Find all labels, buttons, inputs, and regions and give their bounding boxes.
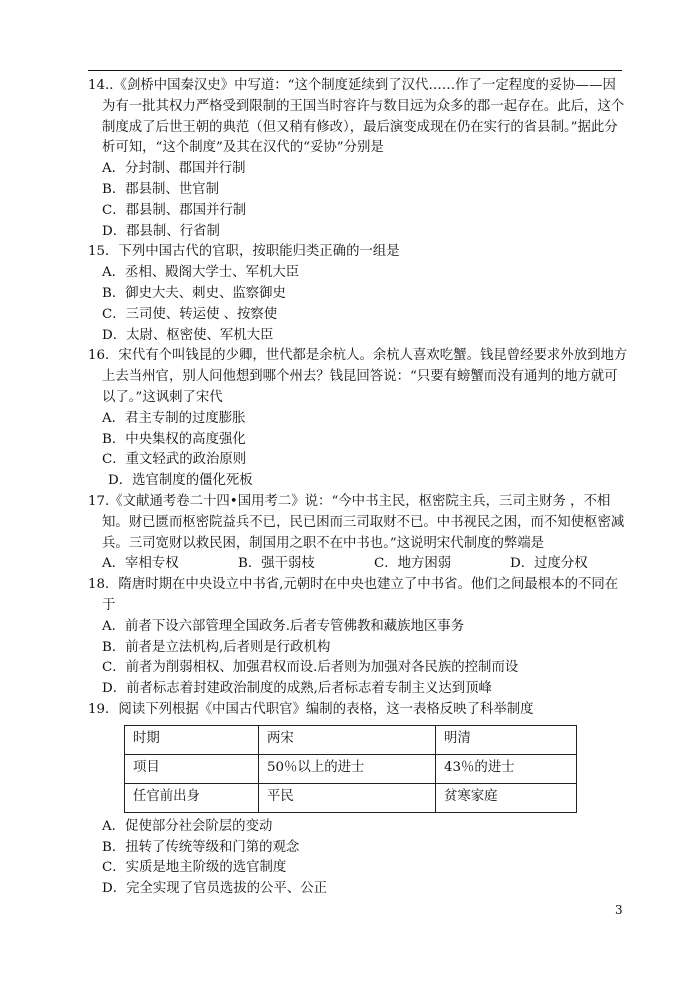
question-stem: 15．下列中国古代的官职，按职能归类正确的一组是 xyxy=(88,244,400,260)
exam-table xyxy=(124,725,577,813)
question-17 xyxy=(88,492,628,575)
option-d: D．过度分权 xyxy=(510,556,588,572)
table-cell: 50％以上的进士 xyxy=(259,754,436,783)
option-d: D．前者标志着封建政治制度的成熟,后者标志着专制主义达到顶峰 xyxy=(102,681,492,697)
table-cell: 贫寒家庭 xyxy=(436,783,577,812)
option-a: A．促使部分社会阶层的变动 xyxy=(102,818,273,834)
option-a: A．宰相专权 xyxy=(102,556,179,572)
option-b: B．中央集权的高度强化 xyxy=(102,431,246,447)
question-16 xyxy=(88,346,628,492)
exam-content xyxy=(88,76,628,900)
option-c: C．郡县制、郡国并行制 xyxy=(102,202,247,218)
table-cell: 43％的进士 xyxy=(436,754,577,783)
table-row xyxy=(125,754,577,783)
option-b: B．前者是立法机构,后者则是行政机构 xyxy=(102,639,331,655)
option-c: C．重文轻武的政治原则 xyxy=(102,452,247,468)
option-d: D．郡县制、行省制 xyxy=(102,223,220,239)
question-19 xyxy=(88,700,628,900)
option-c: C．前者为削弱相权、加强君权而设.后者则为加强对各民族的控制而设 xyxy=(102,660,519,676)
option-b: B．郡县制、世官制 xyxy=(102,181,219,197)
option-b: B．扭转了传统等级和门第的观念 xyxy=(102,839,300,855)
table-cell: 项目 xyxy=(125,754,259,783)
table-cell: 两宋 xyxy=(259,725,436,754)
option-b: B．御史大夫、刺史、监察御史 xyxy=(102,285,286,301)
table-cell: 时期 xyxy=(125,725,259,754)
question-18 xyxy=(88,575,628,700)
option-d: D．选官制度的僵化死板 xyxy=(108,473,253,489)
table-row xyxy=(125,783,577,812)
option-c: C．地方困弱 xyxy=(374,556,452,572)
option-d: D．太尉、枢密使、军机大臣 xyxy=(102,327,274,343)
table-cell: 平民 xyxy=(259,783,436,812)
option-a: A．君主专制的过度膨胀 xyxy=(102,410,246,426)
question-stem: 16．宋代有个叫钱昆的少卿，世代都是余杭人。余杭人喜欢吃蟹。钱昆曾经要求外放到地方上去当州官，别人问他想到哪个州去？钱昆回答说：“只要有螃蟹而没有通判的地方就可以了。”这讽刺了宋代 xyxy=(88,348,628,405)
question-14 xyxy=(88,76,628,242)
options-row xyxy=(88,554,628,575)
option-d: D．完全实现了官员选拔的公平、公正 xyxy=(102,881,327,897)
option-a: A．前者下设六部管理全国政务.后者专管佛教和藏族地区事务 xyxy=(102,618,465,634)
option-a: A．分封制、郡国并行制 xyxy=(102,161,246,177)
question-stem: 18．隋唐时期在中央设立中书省,元朝时在中央也建立了中书省。他们之间最根本的不同在于 xyxy=(88,577,619,613)
page-number: 3 xyxy=(615,903,623,917)
question-stem: 19．阅读下列根据《中国古代职官》编制的表格，这一表格反映了科举制度 xyxy=(88,701,534,717)
option-a: A．丞相、殿阁大学士、军机大臣 xyxy=(102,265,300,281)
option-c: C．三司使、转运使 、按察使 xyxy=(102,306,278,322)
question-15 xyxy=(88,242,628,346)
option-b: B．强干弱枝 xyxy=(238,556,315,572)
table-cell: 明清 xyxy=(436,725,577,754)
table-row xyxy=(125,725,577,754)
header-rule xyxy=(88,70,622,71)
option-c: C．实质是地主阶级的选官制度 xyxy=(102,860,287,876)
table-cell: 任官前出身 xyxy=(125,783,259,812)
question-stem: 14..《剑桥中国秦汉史》中写道：“这个制度延续到了汉代……作了一定程度的妥协——因为有一批其权力严格受到限制的王国当时容许与数目远为众多的郡一起存在。此后，这个制度成了后世王朝的典范（但又稍有修改），最后演变成现在仍在实行的省县制。”据此分析可知，“这个制度”及其在汉代的“妥协”分别是 xyxy=(88,78,625,156)
question-stem: 17.《文献通考卷二十四•国用考二》说：“今中书主民，枢密院主兵，三司主财务 ，不相知。财已匮而枢密院益兵不已，民已困而三司取财不已。中书视民之困，而不知使枢密减兵。三司宽财以救民困，制国用之职不在中书也。”这说明宋代制度的弊端是 xyxy=(88,493,625,551)
